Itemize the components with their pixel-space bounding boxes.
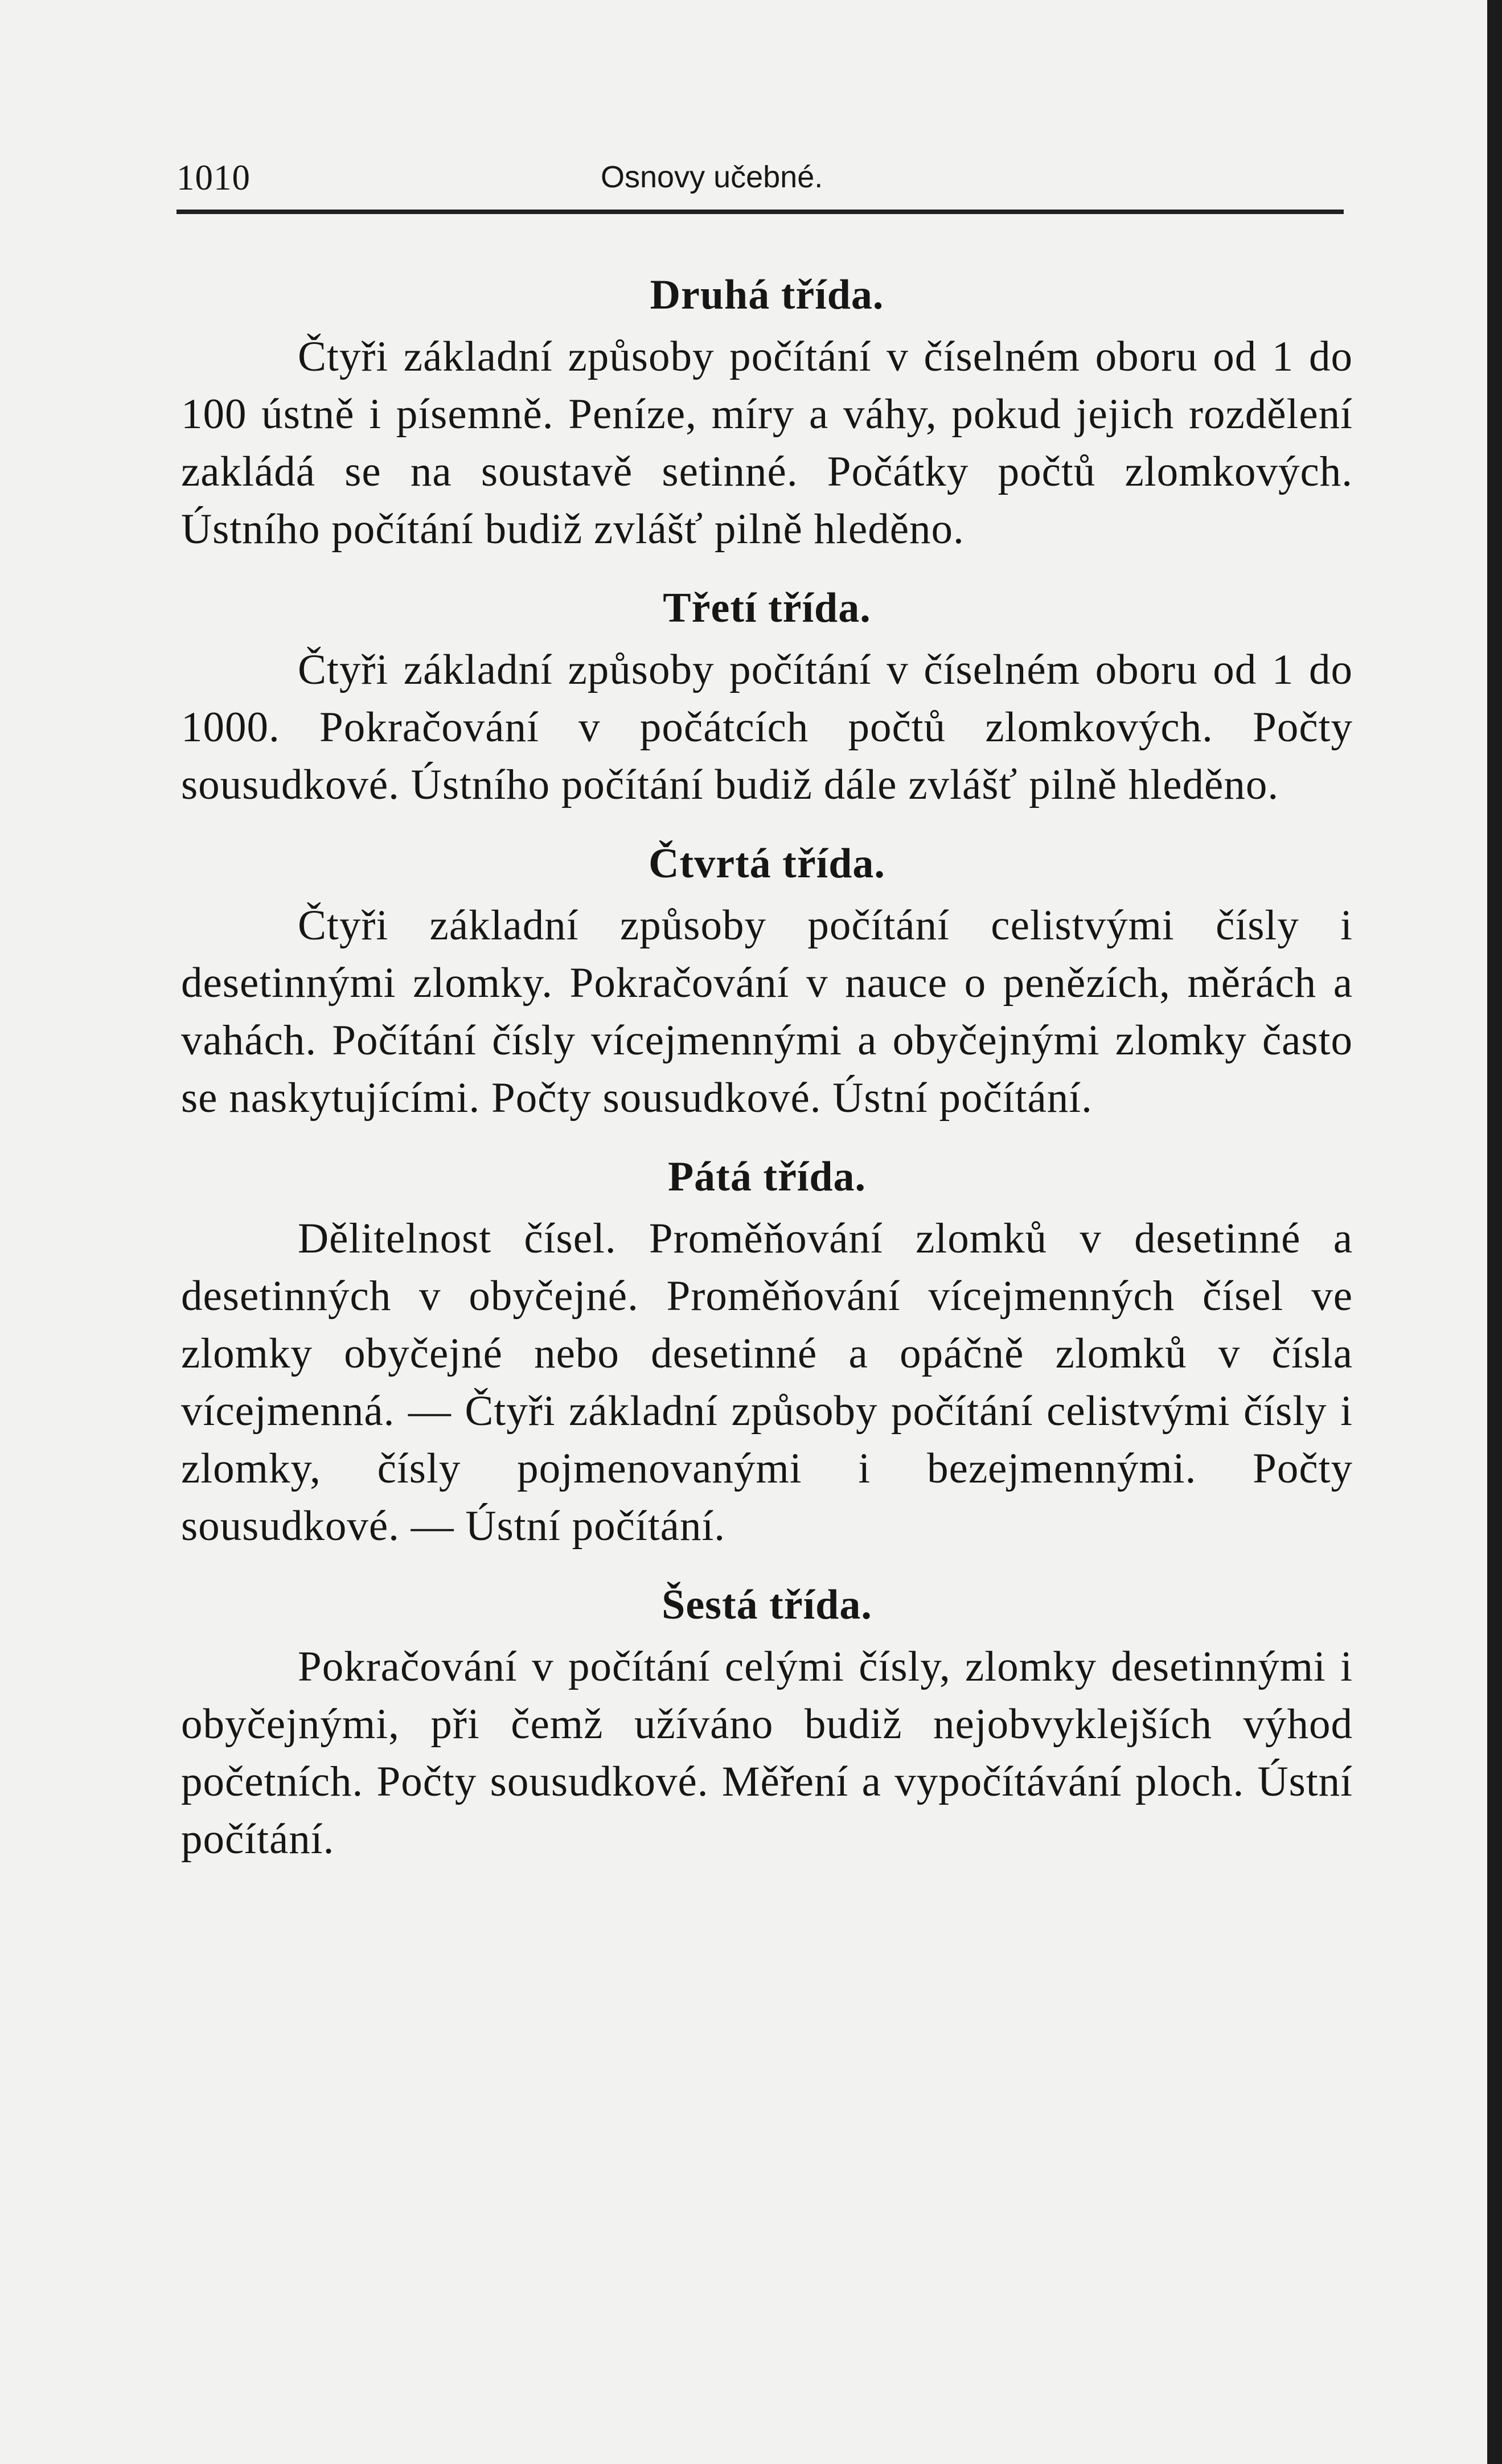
section-paragraph: Čtyři základní způsoby počítání celistvými čísly i desetinnými zlomky. Pokračování v nauce o penězích, měrách a vahách. Počítání čísly vícejmennými a obyčejnými zlomky často se naskytujícími. Počty sousudkové. Ústní počítání. — [181, 902, 1353, 1122]
page-content — [181, 268, 1353, 1891]
section-fourth-grade — [181, 836, 1353, 1127]
section-heading: Pátá třída. — [667, 1153, 867, 1200]
section-second-grade — [181, 268, 1353, 558]
section-third-grade — [181, 581, 1353, 814]
section-paragraph: Čtyři základní způsoby počítání v číselném oboru od 1 do 100 ústně i písemně. Peníze, míry a váhy, pokud jejich rozdělení zakládá se na soustavě setinné. Počátky počtů zlomkových. Ústního počítání budiž zvlášť pilně hleděno. — [181, 333, 1353, 553]
section-paragraph: Pokračování v počítání celými čísly, zlomky desetinnými i obyčejnými, při čemž užíváno budiž nejobvyklejších výhod početních. Počty sousudkové. Měření a vypočítávání ploch. Ústní počítání. — [181, 1643, 1353, 1863]
section-heading: Čtvrtá třída. — [649, 840, 885, 887]
section-heading: Šestá třída. — [662, 1582, 872, 1628]
running-title: Osnovy učebné. — [601, 160, 823, 194]
header-rule — [177, 210, 1344, 214]
section-paragraph: Dělitelnost čísel. Proměňování zlomků v desetinné a desetinných v obyčejné. Proměňování vícejmenných čísel ve zlomky obyčejné nebo desetinné a opáčně zlomků v čísla vícejmenná. — Čtyři základní způsoby počítání celistvými čísly i zlomky, čísly pojmenovanými i bezejmennými. Počty sousudkové. — Ústní počítání. — [181, 1215, 1353, 1550]
section-heading: Druhá třída. — [650, 272, 884, 318]
section-heading: Třetí třída. — [663, 585, 871, 631]
section-paragraph: Čtyři základní způsoby počítání v číselném oboru od 1 do 1000. Pokračování v počátcích počtů zlomkových. Počty sousudkové. Ústního počítání budiž dále zvlášť pilně hleděno. — [181, 646, 1353, 808]
page-header — [177, 157, 1344, 203]
section-sixth-grade — [181, 1578, 1353, 1868]
section-fifth-grade — [181, 1149, 1353, 1555]
page-number: 1010 — [177, 158, 251, 198]
